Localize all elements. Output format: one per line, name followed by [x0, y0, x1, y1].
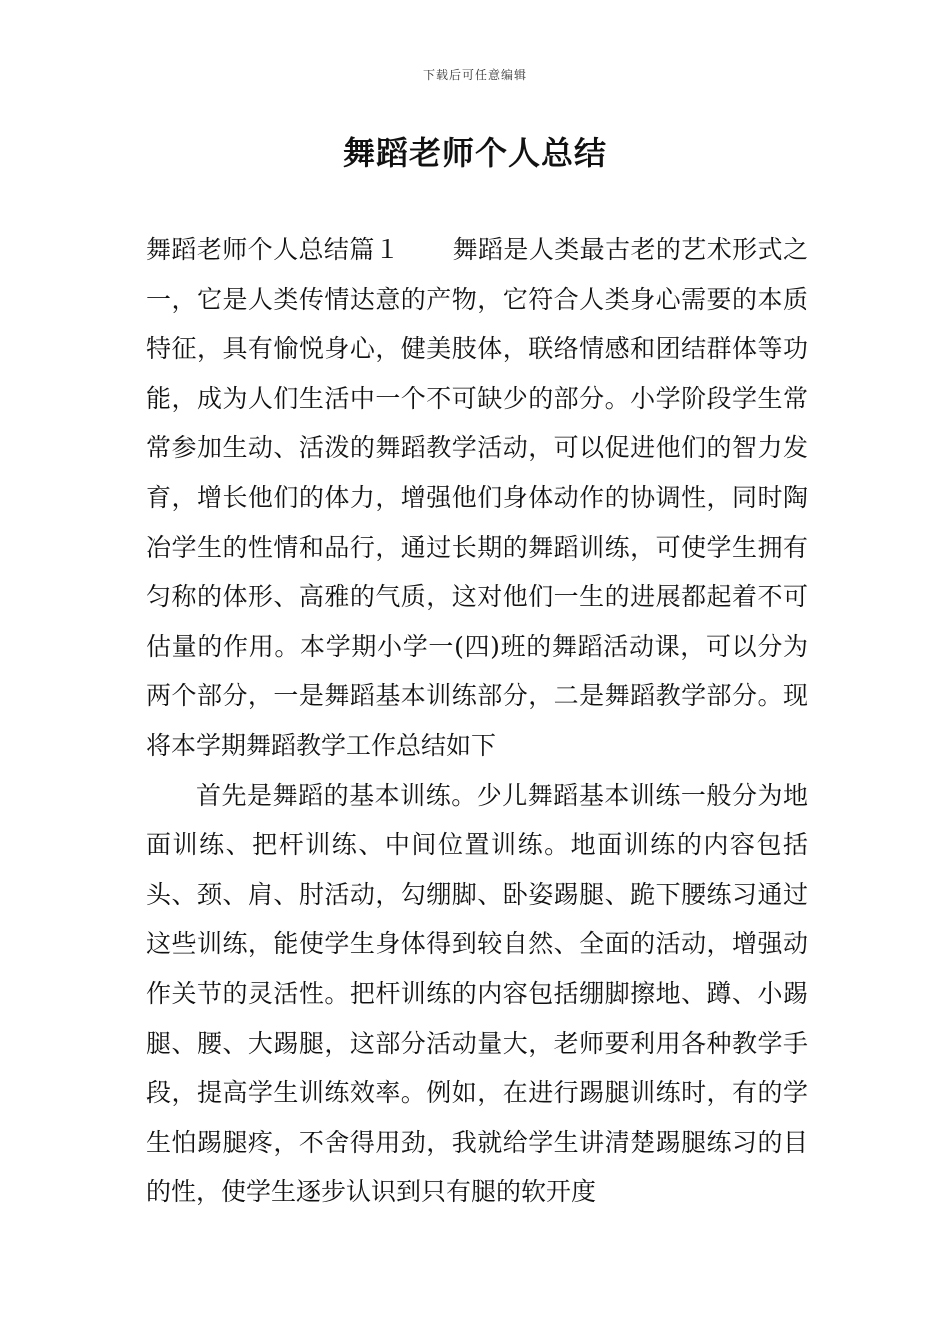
paragraph-1-text: 舞蹈是人类最古老的艺术形式之一，它是人类传情达意的产物，它符合人类身心需要的本质特征，具有愉悦身心，健美肢体，联络情感和团结群体等功能，成为人们生活中一个不可缺少的部分。小学阶段学生常常参加生动、活泼的舞蹈教学活动，可以促进他们的智力发育，增长他们的体力，增强他们身体动作的协调性，同时陶冶学生的性情和品行，通过长期的舞蹈训练，可使学生拥有匀称的体形、高雅的气质，这对他们一生的进展都起着不可估量的作用。本学期小学一(四)班的舞蹈活动课，可以分为两个部分，一是舞蹈基本训练部分，二是舞蹈教学部分。现将本学期舞蹈教学工作总结如下 — [146, 235, 808, 760]
document-body — [146, 225, 808, 1217]
document-title: 舞蹈老师个人总结 — [342, 134, 607, 172]
header-note: 下载后可任意编辑 — [422, 68, 527, 82]
paragraph-2: 首先是舞蹈的基本训练。少儿舞蹈基本训练一般分为地面训练、把杆训练、中间位置训练。地面训练的内容包括头、颈、肩、肘活动，勾绷脚、卧姿踢腿、跪下腰练习通过这些训练，能使学生身体得到较自然、全面的活动，增强动作关节的灵活性。把杆训练的内容包括绷脚擦地、蹲、小踢腿、腰、大踢腿，这部分活动量大，老师要利用各种教学手段，提高学生训练效率。例如，在进行踢腿训练时，有的学生怕踢腿疼，不舍得用劲，我就给学生讲清楚踢腿练习的目的性，使学生逐步认识到只有腿的软开度 — [146, 780, 808, 1207]
paragraph-1 — [146, 225, 808, 771]
section-label: 舞蹈老师个人总结篇１ — [146, 235, 401, 264]
